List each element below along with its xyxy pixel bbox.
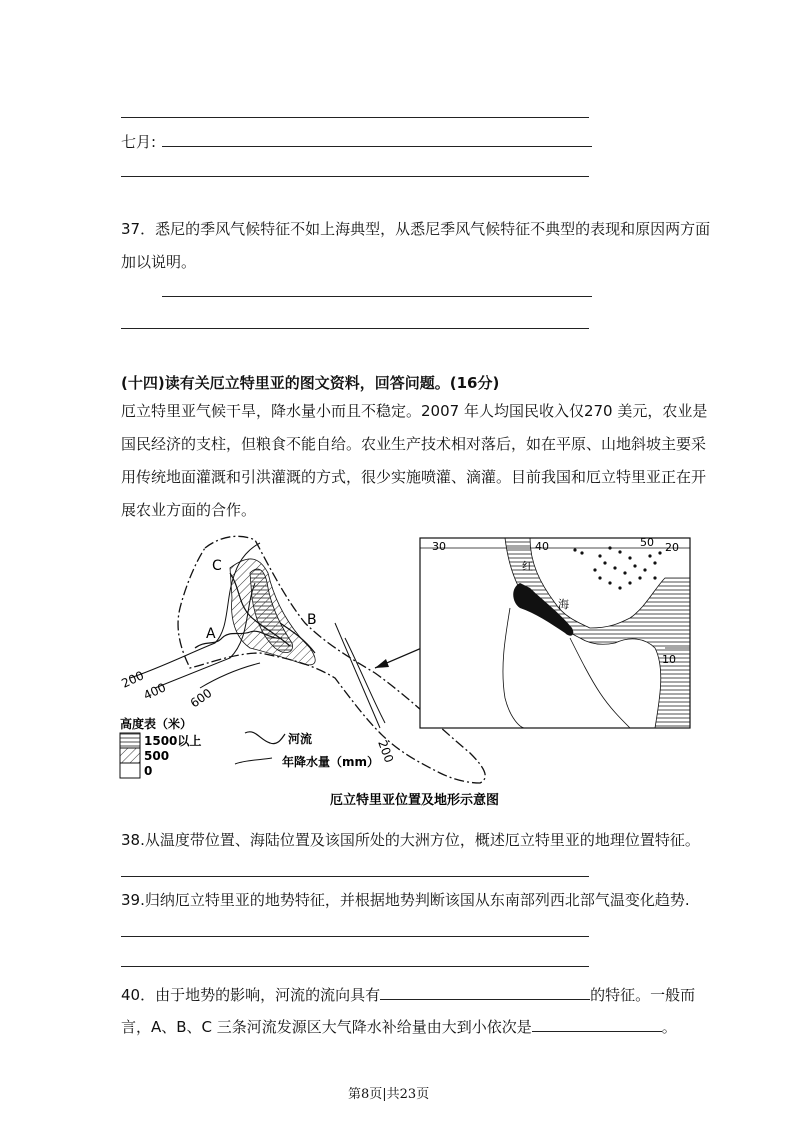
q40-text-part4: 。 [661,1018,677,1036]
isohyet-label: 200 [375,738,397,765]
section-14-para-line: 展农业方面的合作。 [121,501,257,519]
legend-elevation-title: 高度表（米） [120,717,193,731]
isohyet-label: 400 [141,680,169,703]
river-label-c: C [212,558,222,574]
question-39: 39.归纳厄立特里亚的地势特征，并根据地势判断该国从东南部列西北部气温变化趋势. [121,891,690,909]
legend-swatch-500 [120,748,140,763]
q40-blank-1[interactable] [380,983,590,1000]
answer-line [121,876,589,877]
section-14-para-line: 用传统地面灌溉和引洪灌溉的方式，很少实施喷灌、滴灌。目前我国和厄立特里亚正在开 [121,468,707,486]
inset-sea-label: 海 [558,598,569,611]
legend-isohyet-symbol [235,758,272,764]
answer-line [162,146,592,147]
question-40-line1 [121,983,695,1005]
legend-river-label: 河流 [288,732,313,746]
inset-map [420,536,690,728]
legend-isohyet-label: 年降水量（mm） [282,755,380,769]
inset-sea-label: 红 [522,560,533,573]
river-label-a: A [206,626,216,642]
inset-lon-label: 50 [640,536,654,549]
q40-text-part1: 40．由于地势的影响，河流的流向具有 [121,986,381,1004]
question-37-line2: 加以说明。 [121,253,197,271]
legend-label-500: 500 [144,749,170,763]
legend-label-1500: 1500以上 [144,734,202,748]
inset-lat-label: 10 [662,653,676,666]
river-label-b: B [307,612,317,628]
july-label: 七月: [121,133,157,151]
q40-blank-2[interactable] [532,1015,662,1032]
question-38: 38.从温度带位置、海陆位置及该国所处的大洲方位，概述厄立特里亚的地理位置特征。 [121,831,700,849]
section-14-heading: (十四)读有关厄立特里亚的图文资料，回答问题。(16分) [121,374,500,392]
page-footer: 第8页|共23页 [348,1087,430,1102]
answer-line [121,966,589,967]
q40-text-part2: 的特征。一般而 [590,986,696,1004]
section-14-para-line: 国民经济的支柱，但粮食不能自给。农业生产技术相对落后，如在平原、山地斜坡主要采 [121,435,707,453]
answer-line [121,176,589,177]
question-40-line2 [121,1015,677,1037]
section-14-para-line: 厄立特里亚气候干旱，降水量小而且不稳定。2007 年人均国民收入仅270 美元，农业是 [121,402,708,420]
question-37-line1: 37．悉尼的季风气候特征不如上海典型，从悉尼季风气候特征不典型的表现和原因两方面 [121,220,711,238]
answer-line [121,328,589,329]
isohyet-label: 200 [119,668,147,691]
answer-line [162,296,592,297]
answer-line [121,936,589,937]
inset-lat-label: 20 [665,541,679,554]
legend-river-symbol [245,732,285,744]
inset-lon-label: 40 [535,540,549,553]
eritrea-map-figure [110,528,700,813]
isohyet-label: 600 [187,685,215,711]
answer-line [121,117,589,118]
inset-lon-label: 30 [432,540,446,553]
map-caption: 厄立特里亚位置及地形示意图 [330,793,500,808]
legend-swatch-0 [120,763,140,778]
q40-text-part3: 言，A、B、C 三条河流发源区大气降水补给量由大到小依次是 [121,1018,532,1036]
legend-label-0: 0 [144,764,153,778]
legend-swatch-1500 [120,733,140,748]
